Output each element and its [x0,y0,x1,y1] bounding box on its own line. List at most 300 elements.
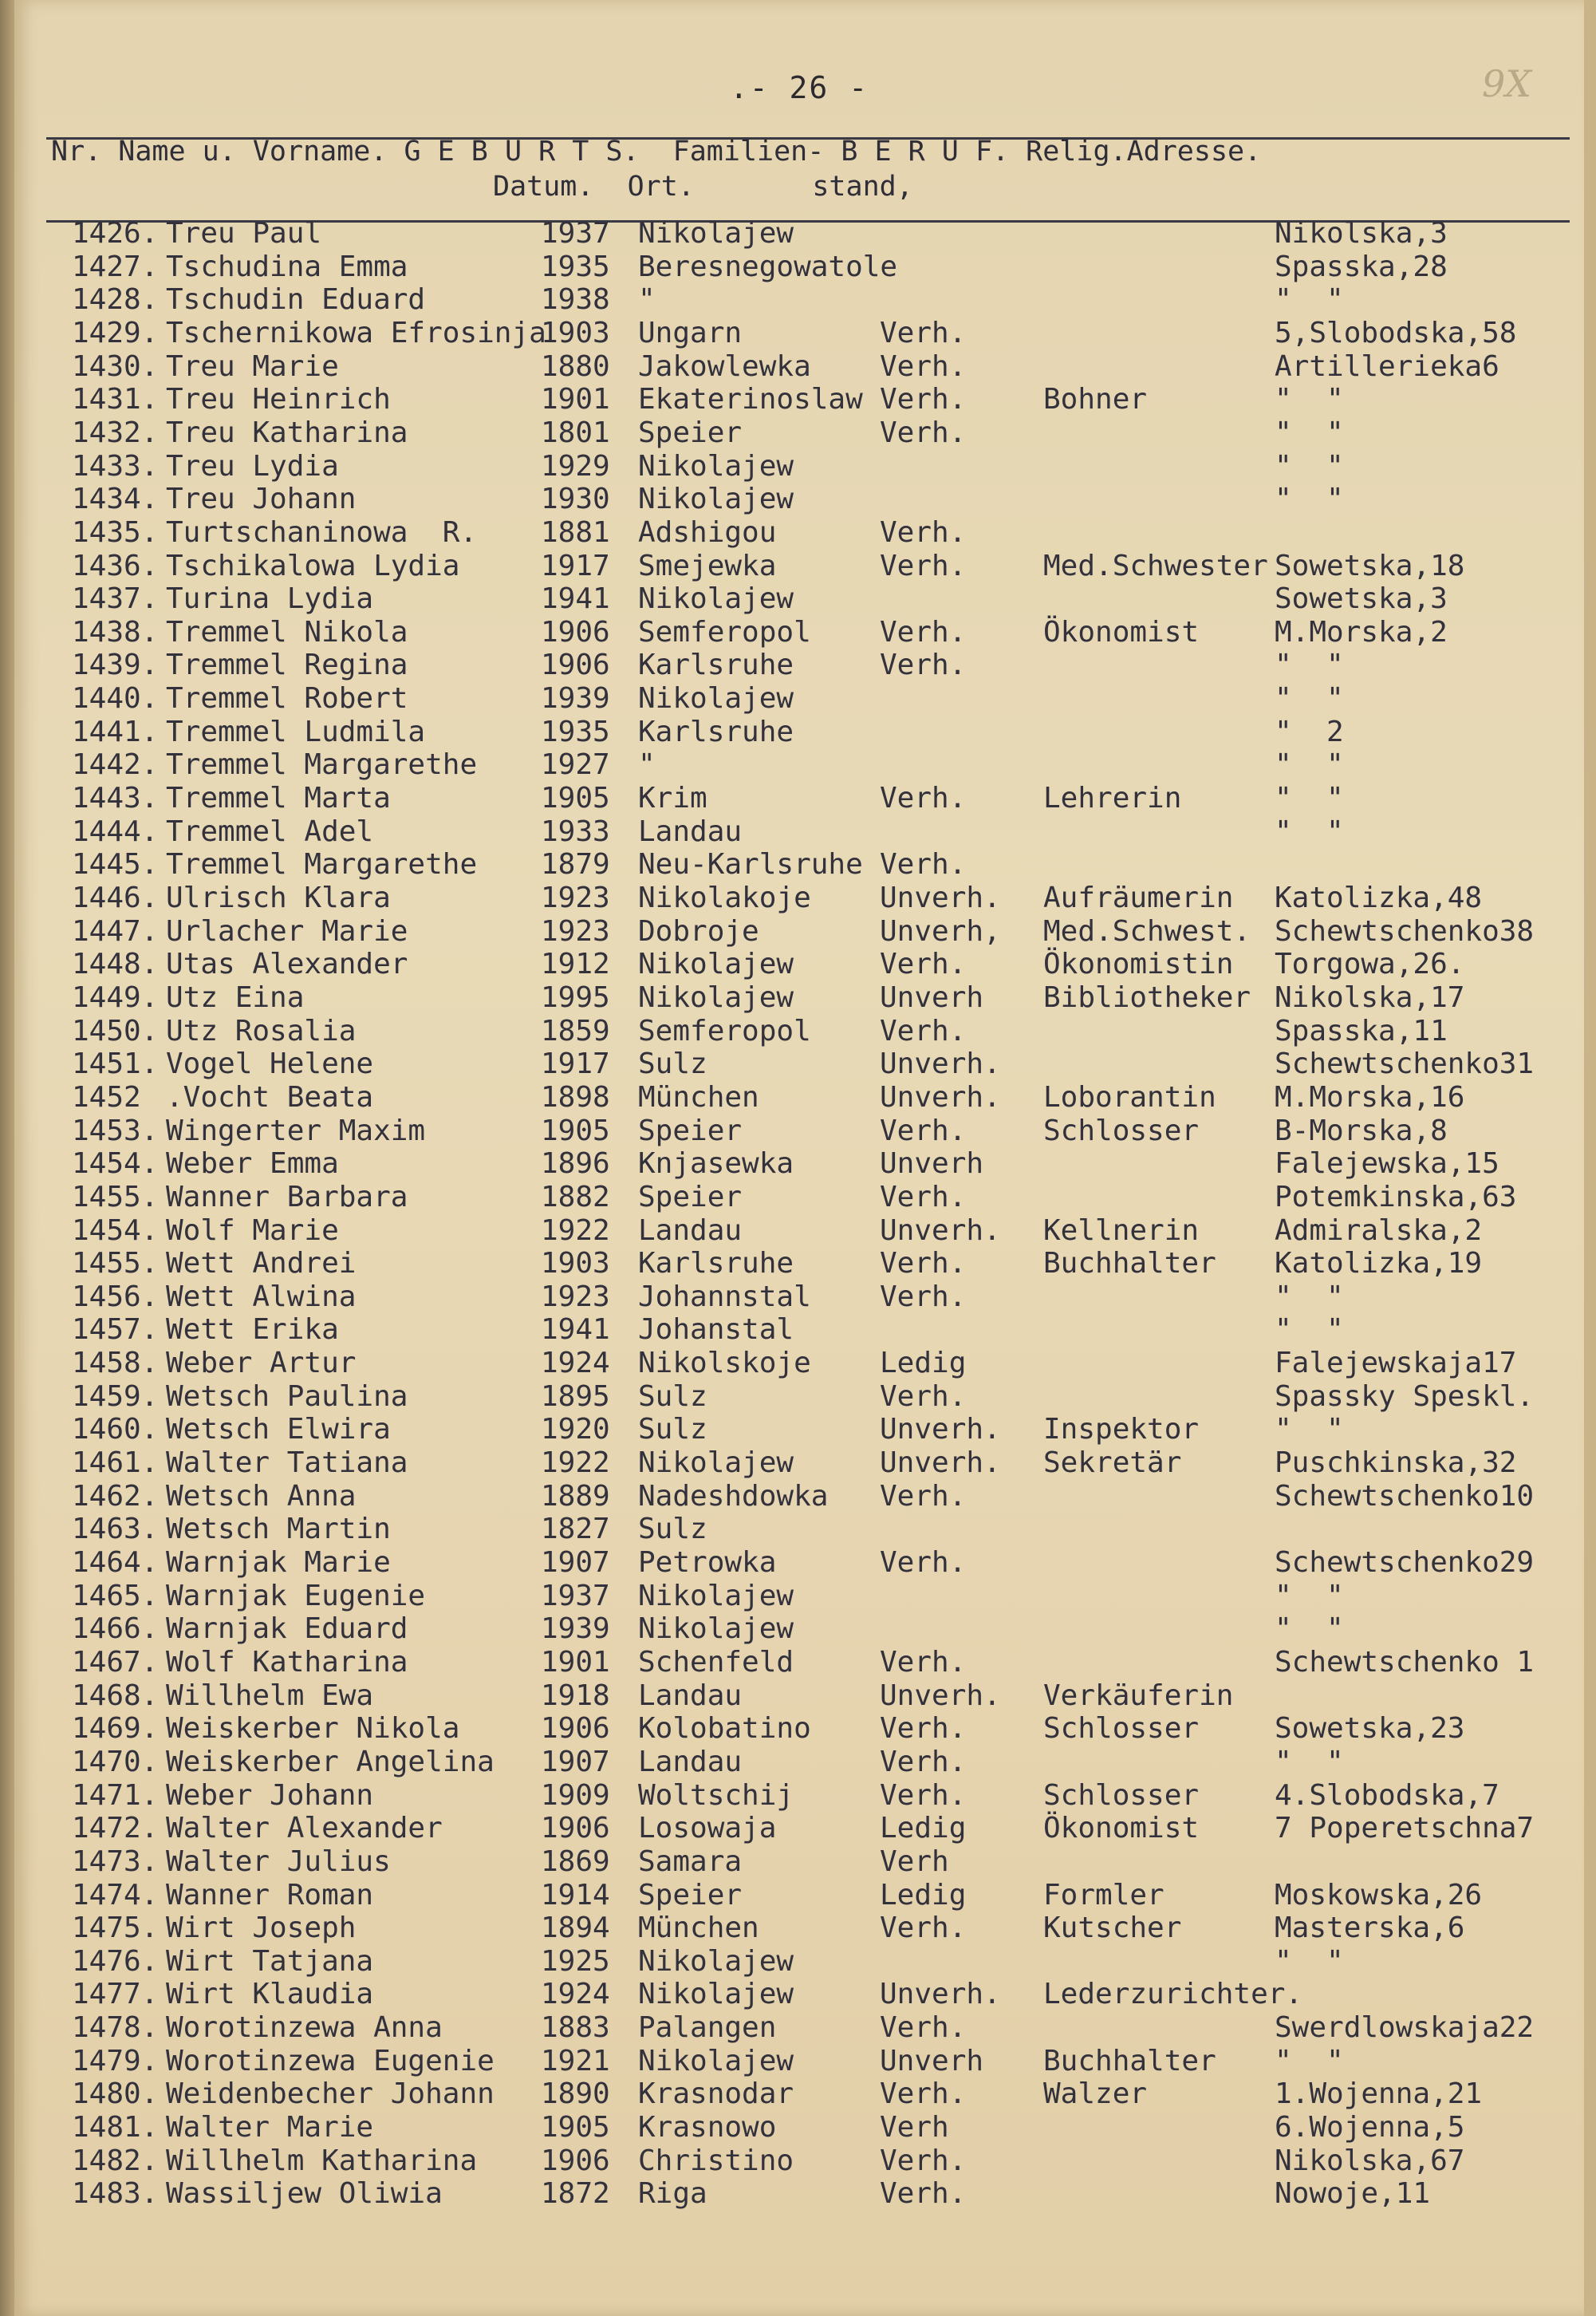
table-row [14,1513,1584,1545]
birth-year: 1923 [541,882,610,914]
address: " " [1275,649,1344,682]
address: " " [1275,782,1344,815]
person-name: Wetsch Martin [166,1513,391,1546]
family-status: Verh. [880,2077,967,2111]
row-number: 1473. [72,1845,159,1878]
table-row [14,1413,1584,1445]
birth-place: Nikolajew [638,682,794,716]
birth-place: Sulz [638,1413,707,1446]
table-row [14,716,1584,748]
table-row [14,1580,1584,1612]
table-row [14,1380,1584,1412]
birth-year: 1920 [541,1413,610,1446]
address: Schewtschenko10 [1275,1479,1535,1513]
birth-year: 1921 [541,2044,610,2077]
family-status: Verh. [880,782,967,815]
family-status: Verh. [880,1745,967,1778]
person-name: Warnjak Eduard [166,1612,408,1646]
profession: Buchhalter [1043,2044,1216,2077]
address: Schewtschenko 1 [1275,1645,1535,1679]
row-number: 1476. [72,1944,159,1978]
profession: Med.Schwester [1043,549,1268,582]
birth-place: Nikolajew [638,2044,794,2077]
birth-year: 1905 [541,782,610,815]
table-row [14,1446,1584,1478]
birth-place: München [638,1080,759,1114]
row-number: 1466. [72,1612,159,1646]
table-row [14,682,1584,714]
row-number: 1467. [72,1645,159,1679]
birth-place: Neu-Karlsruhe [638,848,863,882]
person-name: Ulrisch Klara [166,882,391,914]
family-status: Verh. [880,1712,967,1746]
person-name: Tremmel Marta [166,782,391,815]
row-number: 1470. [72,1745,159,1778]
table-row [14,616,1584,648]
person-name: Wetsch Anna [166,1479,357,1513]
birth-year: 1935 [541,715,610,748]
profession: Med.Schwest. [1043,914,1251,948]
row-number: 1449. [72,980,159,1014]
profession: Inspektor [1043,1413,1200,1446]
birth-year: 1941 [541,1313,610,1347]
table-row [14,1812,1584,1844]
table-row [14,1347,1584,1379]
row-number: 1462. [72,1479,159,1513]
family-status: Verh. [880,1247,967,1280]
table-row [14,1214,1584,1246]
person-name: Wett Alwina [166,1280,357,1313]
family-status: Verh. [880,316,967,349]
birth-place: Nikolajew [638,1579,794,1612]
birth-place: Johannstal [638,1280,811,1313]
family-status: Verh. [880,615,967,649]
row-number: 1451. [72,1048,159,1081]
family-status: Unverh. [880,882,1001,914]
person-name: Willhelm Katharina [166,2144,478,2177]
table-row [14,1978,1584,2010]
birth-place: Petrowka [638,1546,777,1579]
birth-year: 1896 [541,1147,610,1181]
family-status: Unverh. [880,1048,1001,1081]
family-status: Verh. [880,1645,967,1679]
row-number: 1438. [72,615,159,649]
row-number: 1474. [72,1878,159,1912]
family-status: Verh. [880,1778,967,1812]
row-number: 1463. [72,1513,159,1546]
person-name: Worotinzewa Eugenie [166,2044,495,2077]
person-name: Tremmel Robert [166,682,408,716]
family-status: Ledig [880,1878,967,1912]
address: " " [1275,1745,1344,1778]
row-number: 1430. [72,349,159,383]
table-row [14,2077,1584,2109]
person-name: Warnjak Eugenie [166,1579,426,1612]
birth-year: 1901 [541,1645,610,1679]
table-row [14,416,1584,448]
birth-place: Kolobatino [638,1712,811,1746]
birth-year: 1827 [541,1513,610,1546]
person-name: Treu Katharina [166,416,408,449]
family-status: Verh. [880,1280,967,1313]
family-status: Unverh. [880,1213,1001,1247]
birth-place: Karlsruhe [638,1247,794,1280]
row-number: 1472. [72,1812,159,1845]
table-row [14,383,1584,415]
row-number: 1454. [72,1147,159,1181]
table-row [14,981,1584,1013]
address: Spassky Speskl. [1275,1379,1535,1413]
person-name: Weber Johann [166,1778,374,1812]
birth-year: 1909 [541,1778,610,1812]
table-header-line-1: Nr. Name u. Vorname. G E B U R T S. Familien- B E R U F. Relig.Adresse. [51,136,1262,168]
address: Katolizka,48 [1275,882,1483,914]
birth-place: Schenfeld [638,1645,794,1679]
person-name: Walter Alexander [166,1812,443,1845]
address: " " [1275,1612,1344,1646]
birth-year: 1801 [541,416,610,449]
row-number: 1448. [72,948,159,981]
row-number: 1441. [72,715,159,748]
address: 1.Wojenna,21 [1275,2077,1483,2111]
person-name: Treu Lydia [166,449,339,483]
row-number: 1455. [72,1247,159,1280]
row-number: 1434. [72,483,159,516]
birth-place: Semferopol [638,1014,811,1048]
row-number: 1471. [72,1778,159,1812]
address: " " [1275,383,1344,416]
address: 5,Slobodska,58 [1275,316,1517,349]
person-name: Wett Erika [166,1313,339,1347]
birth-year: 1923 [541,914,610,948]
birth-place: " [638,283,656,317]
table-row [14,1679,1584,1711]
address: Schewtschenko38 [1275,914,1535,948]
person-name: Treu Marie [166,349,339,383]
profession: Buchhalter [1043,1247,1216,1280]
row-number: 1436. [72,549,159,582]
address: " " [1275,1944,1344,1978]
row-number: 1433. [72,449,159,483]
row-number: 1426. [72,217,159,250]
address: " " [1275,449,1344,483]
row-number: 1454. [72,1213,159,1247]
family-status: Unverh [880,1147,984,1181]
family-status: Verh. [880,1014,967,1048]
table-row [14,2144,1584,2176]
table-header-line-2: Datum. Ort. stand, [493,171,913,203]
birth-place: Sulz [638,1048,707,1081]
birth-year: 1889 [541,1479,610,1513]
address: Nowoje,11 [1275,2177,1431,2211]
person-name: Wett Andrei [166,1247,357,1280]
address: Nikolska,3 [1275,217,1448,250]
birth-place: Nikolajew [638,948,794,981]
birth-place: Krim [638,782,707,815]
birth-place: Krasnodar [638,2077,794,2111]
birth-place: Woltschij [638,1778,794,1812]
address: Artillerieka6 [1275,349,1499,383]
page-number: .- 26 - [729,70,869,105]
person-name: Turina Lydia [166,582,374,616]
address: Falejewskaja17 [1275,1347,1517,1380]
address: Torgowa,26. [1275,948,1465,981]
birth-place: Losowaja [638,1812,777,1845]
birth-place: Landau [638,815,743,848]
person-name: Tremmel Margarethe [166,748,478,782]
birth-year: 1995 [541,980,610,1014]
table-row [14,2011,1584,2043]
birth-place: Karlsruhe [638,649,794,682]
birth-place: Nikolajew [638,217,794,250]
address: " " [1275,1579,1344,1612]
table-row [14,516,1584,548]
birth-year: 1901 [541,383,610,416]
birth-place: Landau [638,1679,743,1712]
profession: Ökonomist [1043,1812,1200,1845]
family-status: Ledig [880,1347,967,1380]
table-row [14,1546,1584,1578]
family-status: Verh. [880,2177,967,2211]
person-name: Weiskerber Nikola [166,1712,460,1746]
address: " " [1275,682,1344,716]
row-number: 1465. [72,1579,159,1612]
family-status: Verh. [880,416,967,449]
table-row [14,848,1584,880]
row-number: 1429. [72,316,159,349]
row-number: 1456. [72,1280,159,1313]
row-number: 1431. [72,383,159,416]
birth-year: 1939 [541,1612,610,1646]
table-row [14,1912,1584,1943]
address: 4.Slobodska,7 [1275,1778,1499,1812]
family-status: Unverh [880,980,984,1014]
table-row [14,1280,1584,1312]
birth-place: Jakowlewka [638,349,811,383]
table-row [14,1845,1584,1877]
table-row [14,1048,1584,1079]
birth-year: 1890 [541,2077,610,2111]
profession: Schlosser [1043,1114,1200,1147]
profession: Verkäuferin [1043,1679,1234,1712]
address: " " [1275,1413,1344,1446]
family-status: Unverh. [880,1413,1001,1446]
birth-place: Sulz [638,1513,707,1546]
address: Potemkinska,63 [1275,1180,1517,1213]
table-row [14,550,1584,582]
person-name: Utz Rosalia [166,1014,357,1048]
row-number: 1469. [72,1712,159,1746]
table-row [14,782,1584,814]
person-name: Treu Heinrich [166,383,391,416]
birth-year: 1906 [541,1712,610,1746]
profession: Schlosser [1043,1712,1200,1746]
birth-place: Nikolajew [638,483,794,516]
birth-year: 1939 [541,682,610,716]
person-name: Tschudin Eduard [166,283,426,317]
person-name: Turtschaninowa R. [166,515,478,549]
family-status: Verh. [880,2144,967,2177]
family-status: Verh. [880,2011,967,2045]
birth-year: 1937 [541,217,610,250]
birth-year: 1923 [541,1280,610,1313]
row-number: 1480. [72,2077,159,2111]
document-page [14,0,1584,2316]
row-number: 1437. [72,582,159,616]
birth-year: 1906 [541,1812,610,1845]
person-name: .Vocht Beata [166,1080,374,1114]
address: Sowetska,23 [1275,1712,1465,1746]
binding-edge [0,0,14,2316]
row-number: 1428. [72,283,159,317]
profession: Walzer [1043,2077,1148,2111]
row-number: 1455. [72,1180,159,1213]
birth-year: 1918 [541,1679,610,1712]
birth-year: 1872 [541,2177,610,2211]
family-status: Verh. [880,1379,967,1413]
row-number: 1464. [72,1546,159,1579]
profession: Ökonomistin [1043,948,1234,981]
profession: Kutscher [1043,1912,1182,1945]
address: Swerdlowskaja22 [1275,2011,1535,2045]
birth-place: Speier [638,1180,743,1213]
table-row [14,350,1584,382]
birth-year: 1882 [541,1180,610,1213]
family-status: Unverh. [880,1679,1001,1712]
person-name: Tschernikowa Efrosinja [166,316,546,349]
family-status: Verh [880,1845,949,1878]
profession: Lehrerin [1043,782,1182,815]
table-row [14,1879,1584,1911]
person-name: Wolf Katharina [166,1645,408,1679]
birth-year: 1906 [541,2144,610,2177]
row-number: 1477. [72,1978,159,2011]
birth-year: 1880 [541,349,610,383]
birth-place: Nikolajew [638,1612,794,1646]
address: Puschkinska,32 [1275,1446,1517,1480]
birth-year: 1941 [541,582,610,616]
person-name: Weiskerber Angelina [166,1745,495,1778]
person-name: Urlacher Marie [166,914,408,948]
row-number: 1459. [72,1379,159,1413]
table-row [14,1115,1584,1146]
table-row [14,582,1584,614]
birth-place: Krasnowo [638,2111,777,2144]
table-row [14,1712,1584,1744]
address: 6.Wojenna,5 [1275,2111,1465,2144]
birth-year: 1924 [541,1347,610,1380]
birth-year: 1898 [541,1080,610,1114]
birth-place: Nikolajew [638,1446,794,1480]
birth-year: 1859 [541,1014,610,1048]
table-row [14,1779,1584,1811]
birth-year: 1894 [541,1912,610,1945]
birth-place: Semferopol [638,615,811,649]
address: 7 Poperetschna7 [1275,1812,1535,1845]
birth-place: Sulz [638,1379,707,1413]
birth-year: 1903 [541,1247,610,1280]
person-name: Walter Tatiana [166,1446,408,1480]
family-status: Verh. [880,515,967,549]
person-name: Treu Johann [166,483,357,516]
address: " " [1275,416,1344,449]
table-row [14,882,1584,913]
table-row [14,2111,1584,2143]
address: " " [1275,283,1344,317]
person-name: Tremmel Adel [166,815,374,848]
person-name: Weber Artur [166,1347,357,1380]
birth-year: 1869 [541,1845,610,1878]
birth-place: Nadeshdowka [638,1479,829,1513]
birth-year: 1903 [541,316,610,349]
address: " " [1275,483,1344,516]
birth-year: 1924 [541,1978,610,2011]
birth-place: Karlsruhe [638,715,794,748]
family-status: Verh. [880,848,967,882]
profession: Sekretär [1043,1446,1182,1480]
family-status: Verh. [880,649,967,682]
address: Schewtschenko29 [1275,1546,1535,1579]
address: " 2 [1275,715,1344,748]
person-name: Wanner Roman [166,1878,374,1912]
table-row [14,948,1584,980]
birth-year: 1914 [541,1878,610,1912]
address: B-Morska,8 [1275,1114,1448,1147]
address: Sowetska,3 [1275,582,1448,616]
row-number: 1453. [72,1114,159,1147]
address: Katolizka,19 [1275,1247,1483,1280]
birth-place: Nikolajew [638,582,794,616]
birth-year: 1906 [541,615,610,649]
person-name: Wassiljew Oliwia [166,2177,443,2211]
person-name: Utz Eina [166,980,305,1014]
row-number: 1443. [72,782,159,815]
table-row [14,1181,1584,1213]
family-status: Ledig [880,1812,967,1845]
birth-place: Palangen [638,2011,777,2045]
table-row [14,1746,1584,1777]
family-status: Verh. [880,948,967,981]
birth-year: 1905 [541,1114,610,1147]
birth-place: Landau [638,1745,743,1778]
family-status: Verh. [880,1479,967,1513]
birth-place: Ekaterinoslaw [638,383,863,416]
family-status: Unverh [880,2044,984,2077]
birth-place: Adshigou [638,515,777,549]
person-name: Utas Alexander [166,948,408,981]
person-name: Walter Julius [166,1845,391,1878]
birth-year: 1905 [541,2111,610,2144]
address: Moskowska,26 [1275,1878,1483,1912]
row-number: 1445. [72,848,159,882]
birth-place: Speier [638,1878,743,1912]
profession: Schlosser [1043,1778,1200,1812]
address: Sowetska,18 [1275,549,1465,582]
row-number: 1468. [72,1679,159,1712]
person-name: Wetsch Elwira [166,1413,391,1446]
person-name: Tschudina Emma [166,250,408,283]
row-number: 1483. [72,2177,159,2211]
row-number: 1439. [72,649,159,682]
birth-year: 1906 [541,649,610,682]
table-row [14,815,1584,847]
person-name: Vogel Helene [166,1048,374,1081]
birth-year: 1895 [541,1379,610,1413]
row-number: 1482. [72,2144,159,2177]
family-status: Unverh. [880,1978,1001,2011]
row-number: 1432. [72,416,159,449]
family-status: Verh. [880,383,967,416]
